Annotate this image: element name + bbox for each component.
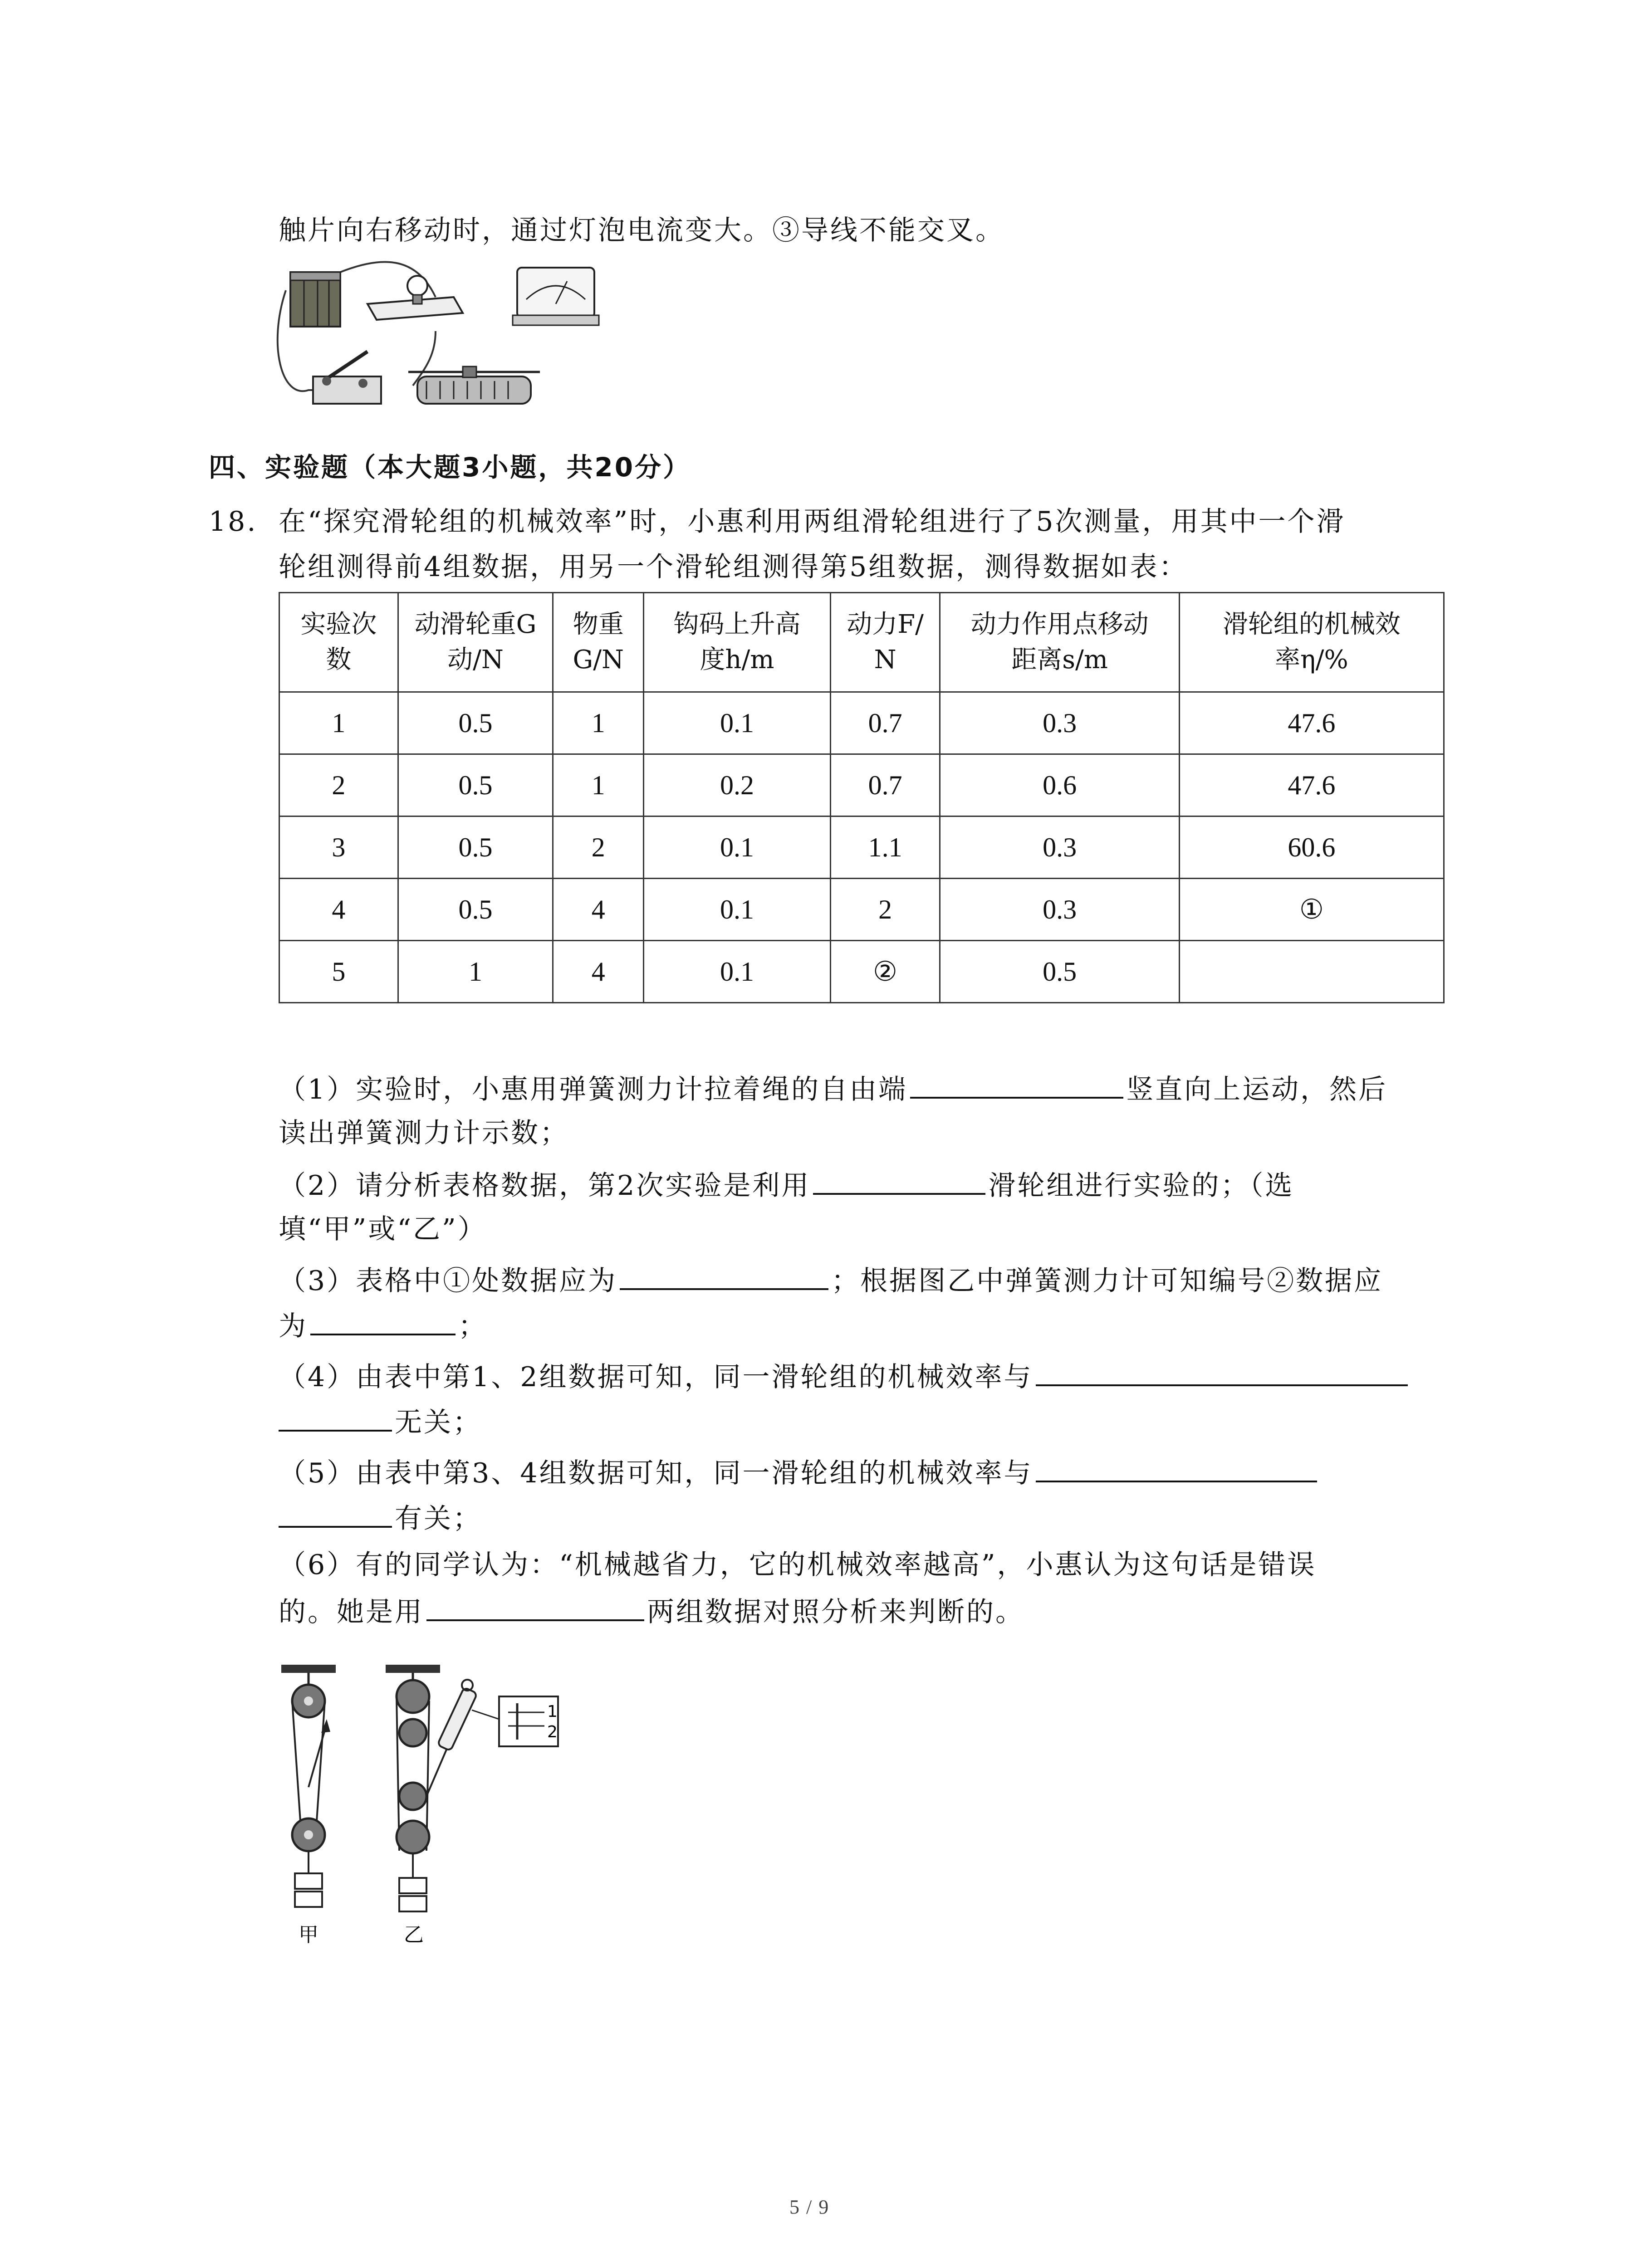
table-cell: 0.3: [940, 816, 1179, 879]
table-cell: 0.5: [398, 879, 553, 941]
page-number: 5 / 9: [789, 2196, 830, 2218]
section-heading: 四、实验题（本大题3小题，共20分）: [209, 452, 691, 483]
figure-label-jia: 甲: [299, 1923, 318, 1946]
question-number: 18.: [209, 506, 258, 538]
table-cell: ①: [1179, 879, 1444, 941]
table-cell: 1: [279, 692, 398, 754]
table-cell: 4: [279, 879, 398, 941]
answer-blank-3a[interactable]: [620, 1261, 828, 1290]
spring-scale-icon: [437, 1680, 477, 1751]
ceiling-mount-icon: [281, 1665, 336, 1673]
table-cell: 0.5: [398, 816, 553, 879]
sub-question-5: （5）由表中第3、4组数据可知，同一滑轮组的机械效率与: [279, 1453, 1320, 1491]
table-row: [279, 692, 1444, 754]
table-cell: 1: [398, 941, 553, 1003]
table-cell: 0.5: [398, 754, 553, 816]
table-cell: 0.6: [940, 754, 1179, 816]
header-distance: 动力作用点移动 距离s/m: [940, 593, 1179, 692]
table-cell: 1: [553, 754, 644, 816]
answer-blank-6[interactable]: [426, 1592, 644, 1621]
table-cell: 0.1: [644, 816, 831, 879]
answer-blank-1[interactable]: [910, 1070, 1123, 1099]
table-header-row: [279, 593, 1444, 692]
table-cell: ②: [830, 941, 940, 1003]
sub-question-2-cont: 填“甲”或“乙”）: [279, 1213, 487, 1245]
header-object-weight: 物重 G/N: [553, 593, 644, 692]
pulley-figure: [272, 1651, 617, 1960]
weight-block-icon: [399, 1896, 426, 1911]
sub-question-6: （6）有的同学认为：“机械越省力，它的机械效率越高”，小惠认为这句话是错误: [279, 1549, 1317, 1581]
table-cell: 4: [553, 941, 644, 1003]
table-row: [279, 816, 1444, 879]
header-force: 动力F/ N: [830, 593, 940, 692]
sub-question-1: （1）实验时，小惠用弹簧测力计拉着绳的自由端 竖直向上运动，然后: [279, 1070, 1387, 1108]
table-row: [279, 879, 1444, 941]
answer-blank-5b[interactable]: [279, 1499, 392, 1528]
sub-question-3-cont: 为 ；: [279, 1306, 487, 1344]
sub-question-2: （2）请分析表格数据，第2次实验是利用 滑轮组进行实验的；（选: [279, 1166, 1294, 1204]
intro-line: 触片向右移动时，通过灯泡电流变大。③导线不能交叉。: [279, 215, 1004, 246]
header-trial: 实验次 数: [279, 593, 398, 692]
table-cell: 0.7: [830, 754, 940, 816]
sub-question-4: （4）由表中第1、2组数据可知，同一滑轮组的机械效率与: [279, 1357, 1411, 1395]
answer-blank-2[interactable]: [813, 1166, 985, 1195]
table-cell: 1.1: [830, 816, 940, 879]
table-row: [279, 941, 1444, 1003]
weight-block-icon: [399, 1878, 426, 1893]
table-cell: 0.5: [940, 941, 1179, 1003]
pulley-system-yi: [386, 1665, 558, 1911]
battery-icon: [290, 272, 340, 327]
scale-mark-1: 1: [547, 1702, 558, 1721]
circuit-figure: [272, 254, 617, 426]
table-cell: [1179, 941, 1444, 1003]
table-cell: 2: [830, 879, 940, 941]
header-efficiency: 滑轮组的机械效 率η/%: [1179, 593, 1444, 692]
question-stem-line2: 轮组测得前4组数据，用另一个滑轮组测得第5组数据，测得数据如表：: [279, 551, 1188, 583]
pulley-system-jia: [281, 1665, 336, 1907]
table-cell: 0.1: [644, 692, 831, 754]
table-cell: 5: [279, 941, 398, 1003]
sub-question-5-cont: 有关；: [279, 1499, 482, 1537]
table-cell: 47.6: [1179, 692, 1444, 754]
table-cell: 0.2: [644, 754, 831, 816]
table-cell: 2: [279, 754, 398, 816]
weight-block-icon: [295, 1892, 322, 1907]
table-cell: 1: [553, 692, 644, 754]
sub-question-1-cont: 读出弹簧测力计示数；: [279, 1117, 569, 1149]
weight-block-icon: [295, 1873, 322, 1889]
data-table: [279, 592, 1445, 1003]
answer-blank-5a[interactable]: [1036, 1453, 1317, 1482]
sub-question-6-cont: 的。她是用 两组数据对照分析来判断的。: [279, 1592, 1024, 1630]
table-cell: 0.7: [830, 692, 940, 754]
fixed-pulley-icon: [399, 1719, 426, 1746]
answer-blank-4a[interactable]: [1036, 1357, 1408, 1386]
table-cell: 47.6: [1179, 754, 1444, 816]
sub-question-3: （3）表格中①处数据应为 ；根据图乙中弹簧测力计可知编号②数据应: [279, 1261, 1383, 1299]
table-cell: 0.3: [940, 879, 1179, 941]
fixed-pulley-icon: [397, 1680, 429, 1713]
figure-label-yi: 乙: [404, 1923, 424, 1946]
movable-pulley-icon: [399, 1783, 426, 1810]
header-lift-height: 钩码上升高 度h/m: [644, 593, 831, 692]
table-cell: 4: [553, 879, 644, 941]
switch-icon: [313, 352, 381, 404]
table-cell: 60.6: [1179, 816, 1444, 879]
table-cell: 3: [279, 816, 398, 879]
ammeter-icon: [513, 268, 599, 325]
sub-question-4-cont: 无关；: [279, 1403, 482, 1441]
table-cell: 0.5: [398, 692, 553, 754]
table-cell: 0.3: [940, 692, 1179, 754]
movable-pulley-icon: [397, 1821, 429, 1853]
table-row: [279, 754, 1444, 816]
table-cell: 2: [553, 816, 644, 879]
ceiling-mount-icon: [386, 1665, 440, 1673]
question-stem-line1: 在“探究滑轮组的机械效率”时，小惠利用两组滑轮组进行了5次测量，用其中一个滑: [279, 506, 1346, 538]
lamp-icon: [367, 276, 463, 320]
rheostat-icon: [408, 367, 540, 404]
answer-blank-4b[interactable]: [279, 1403, 392, 1432]
table-cell: 0.1: [644, 941, 831, 1003]
scale-mark-2: 2: [547, 1723, 558, 1741]
answer-blank-3b[interactable]: [310, 1306, 456, 1335]
table-cell: 0.1: [644, 879, 831, 941]
header-pulley-weight: 动滑轮重G 动/N: [398, 593, 553, 692]
